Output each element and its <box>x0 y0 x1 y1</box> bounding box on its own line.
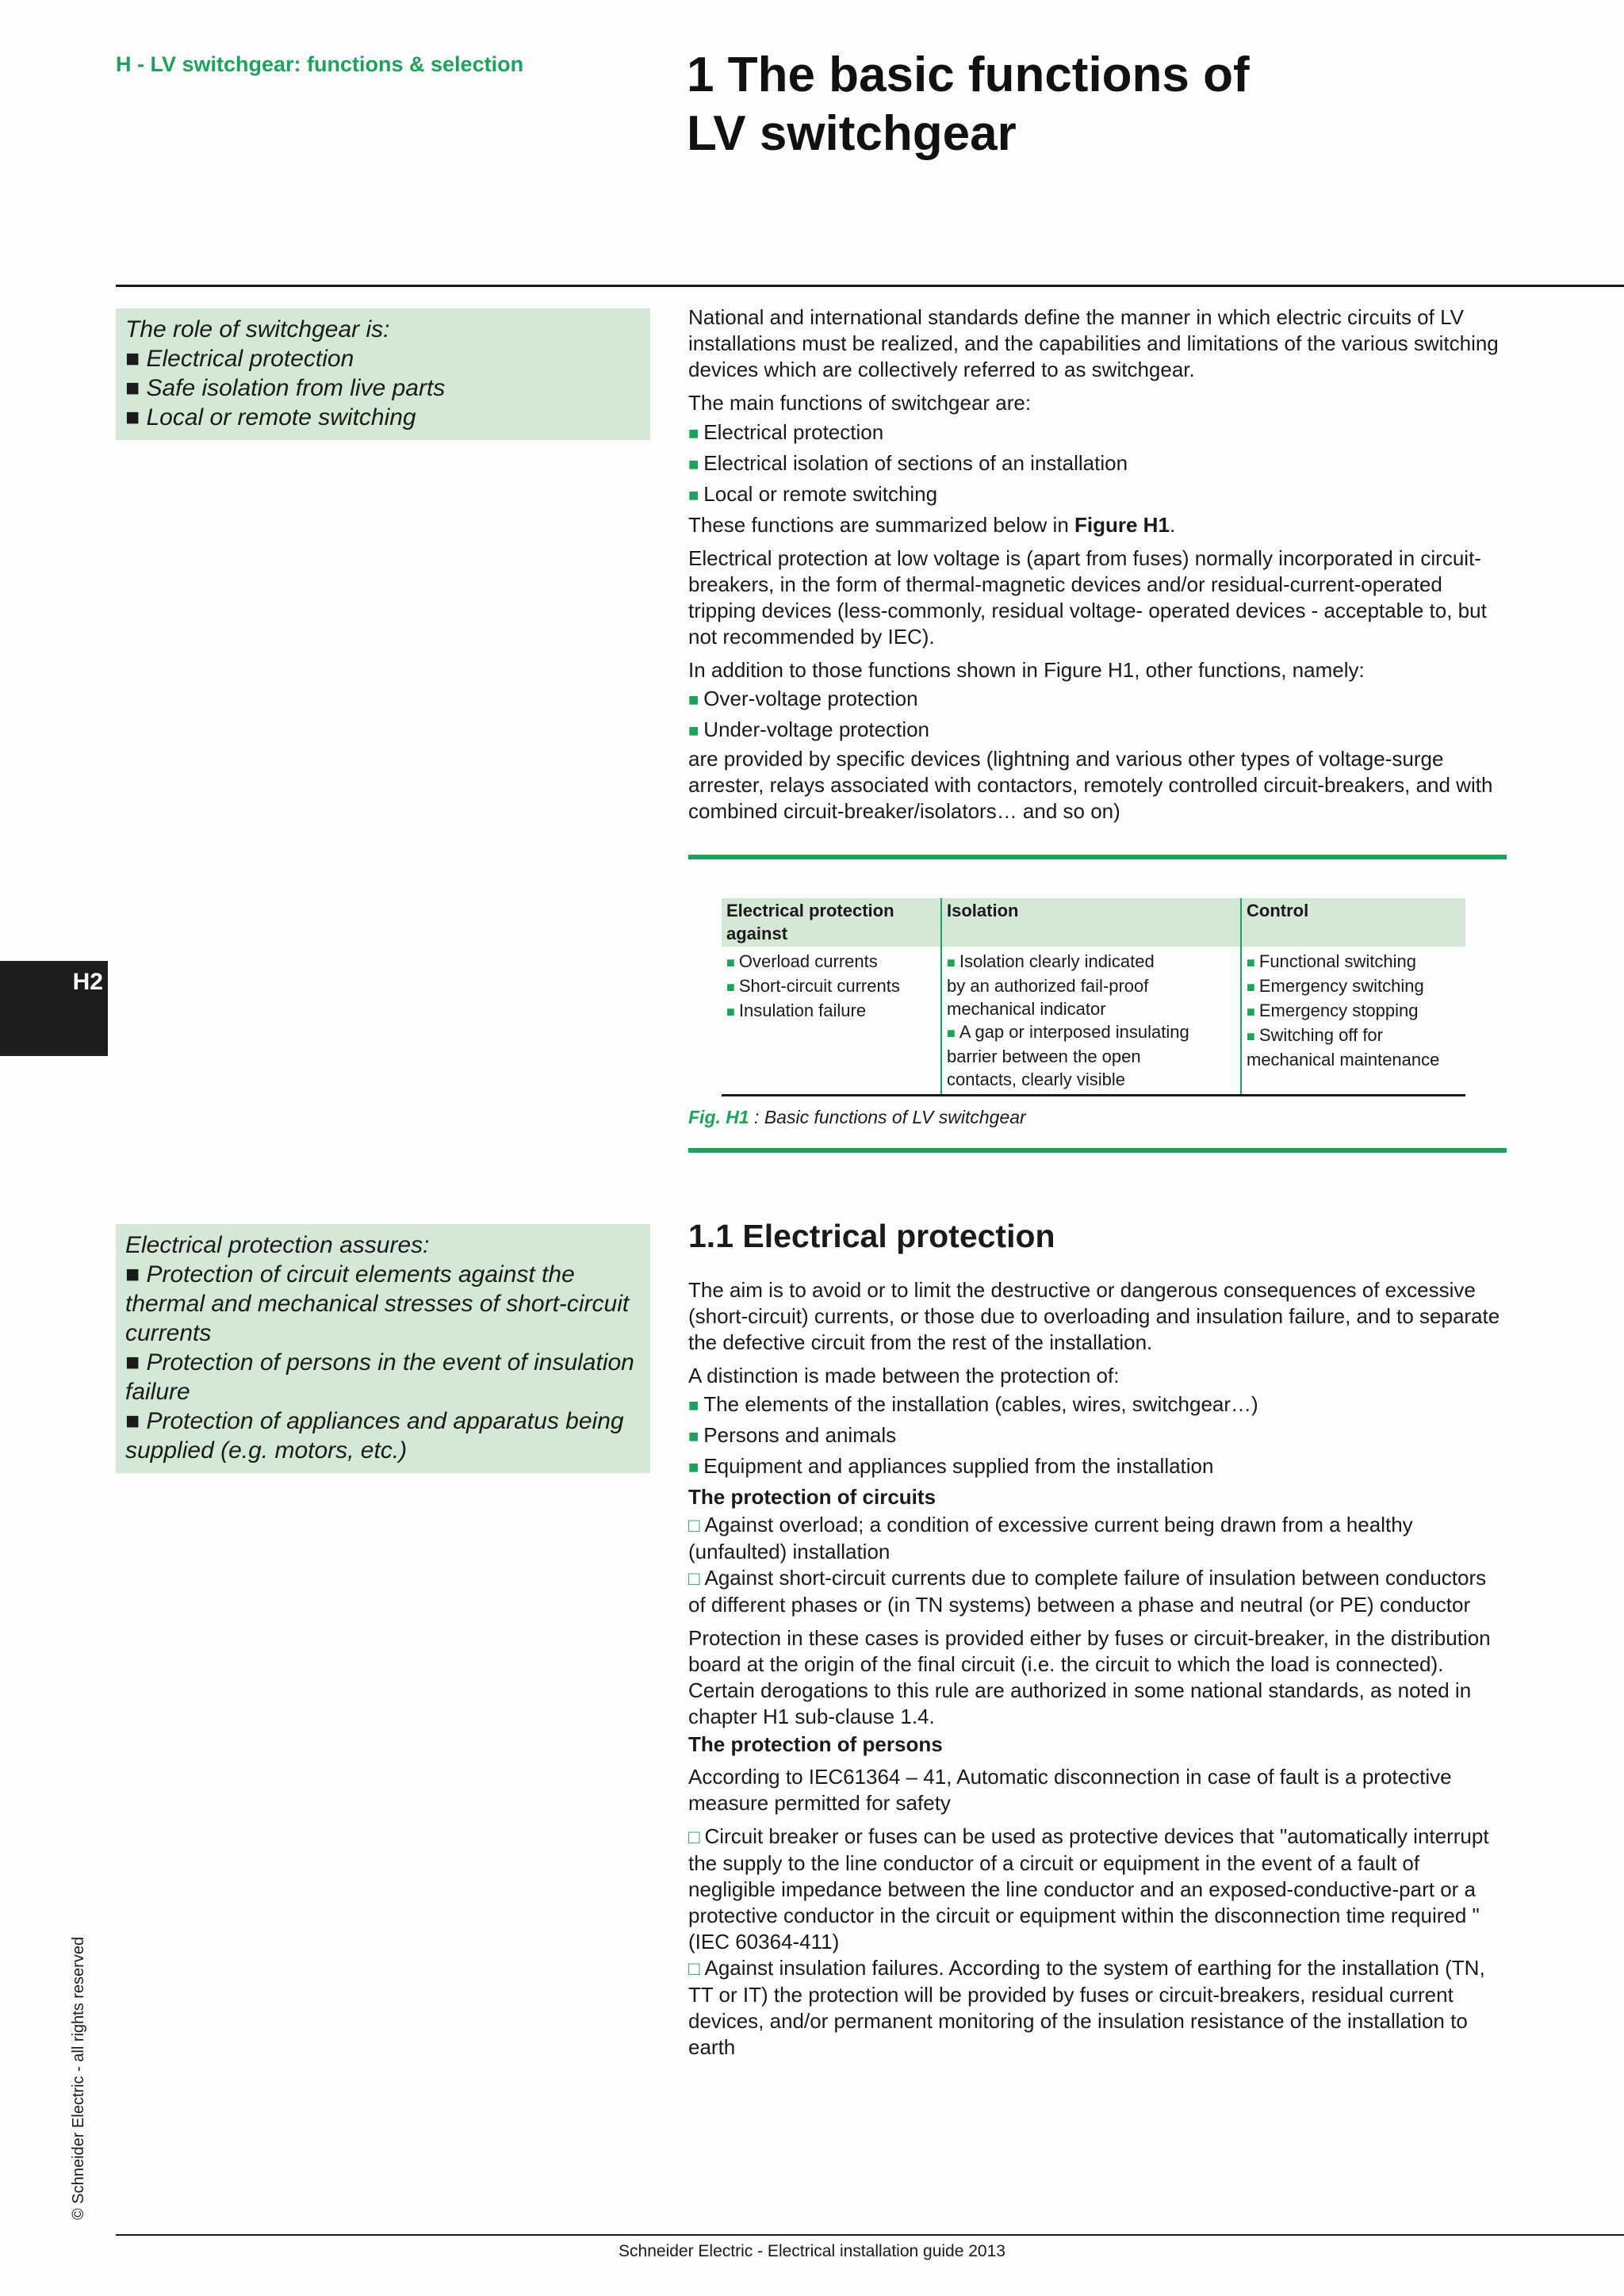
paragraph: The aim is to avoid or to limit the destructive or dangerous consequences of excessive (short-circuit) currents, or those due to overloading and insulation failure, and to separate the defective circuit from the rest of the installation. <box>688 1278 1500 1354</box>
table-header: Control <box>1241 898 1465 947</box>
paragraph: National and international standards define the manner in which electric circuits of LV installations must be realized, and the capabilities and limitations of the various switching devices which are collectively referred to as switchgear. <box>688 305 1499 381</box>
list-item: ■ Equipment and appliances supplied from the installation <box>688 1453 1505 1480</box>
sidebar-summary-box <box>116 308 650 440</box>
table-cell-isolation <box>941 947 1241 1096</box>
list-item: ■ Under-voltage protection <box>688 717 1505 744</box>
list-item: □ Circuit breaker or fuses can be used as protective devices that "automatically interrupt the supply to the line conductor of a circuit or equipment in the event of a fault of negligible impedance between the line conductor and an exposed-conductive-part or a protective conductor in the circuit or equipment within the disconnection time required " (IEC 60364-411) <box>688 1823 1505 1955</box>
cell-line: by an authorized fail-proof <box>947 976 1149 996</box>
paragraph: are provided by specific devices (lightning and various other types of voltage-surge arrester, relays associated with contactors, remotely controlled circuit-breakers, and with combined circuit-breaker/isolators… and so on) <box>688 747 1493 823</box>
table-cell-protection <box>722 947 941 1096</box>
cell-line: ■ A gap or interposed insulating <box>947 1020 1235 1045</box>
figure-caption <box>688 1107 1026 1128</box>
page-tab <box>0 961 108 1056</box>
sidebar-item: ■ Protection of appliances and apparatus being supplied (e.g. motors, etc.) <box>125 1406 641 1465</box>
cell-line: ■ Isolation clearly indicated <box>947 950 1235 974</box>
cell-line: mechanical indicator <box>947 999 1106 1019</box>
sidebar-item: ■ Protection of persons in the event of insulation failure <box>125 1348 641 1406</box>
list-item: ■ Electrical isolation of sections of an installation <box>688 450 1505 477</box>
table-header: Isolation <box>941 898 1241 947</box>
list-item: ■ Local or remote switching <box>688 481 1505 508</box>
cell-line: contacts, clearly visible <box>947 1070 1125 1089</box>
figure-reference: Figure H1 <box>1074 513 1170 537</box>
copyright-notice: © Schneider Electric - all rights reserved <box>70 1936 87 2220</box>
paragraph: The main functions of switchgear are: <box>688 391 1032 415</box>
paragraph: Protection in these cases is provided either by fuses or circuit-breaker, in the distribution board at the origin of the final circuit (i.e. the circuit to which the load is connected). Certain derogations to this rule are authorized in some national standards, as noted in chapter H1 sub-clause 1.4. <box>688 1626 1491 1728</box>
page-title-line-2: LV switchgear <box>687 106 1017 161</box>
section-title: 1.1 Electrical protection <box>688 1218 1055 1254</box>
figure-caption-text: : Basic functions of LV switchgear <box>749 1107 1026 1127</box>
list-item: ■ Electrical protection <box>688 419 1505 446</box>
paragraph: Electrical protection at low voltage is (apart from fuses) normally incorporated in circuit-breakers, in the form of thermal-magnetic devices and/or residual-current-operated tripping devices (less-commonly, residual voltage- operated devices - acceptable to, but not recommended by IEC). <box>688 546 1487 649</box>
sidebar-intro: The role of switchgear is: <box>125 316 390 342</box>
list-item: □ Against short-circuit currents due to complete failure of insulation between conductors of different phases or (in TN systems) between a phase and neutral (or PE) conductor <box>688 1565 1505 1618</box>
subheading: The protection of persons <box>688 1732 943 1756</box>
list-item: □ Against overload; a condition of excessive current being drawn from a healthy (unfaulted) installation <box>688 1512 1505 1565</box>
intro-text <box>688 304 1505 832</box>
table-cell-control <box>1241 947 1465 1096</box>
cell-line: mechanical maintenance <box>1247 1050 1440 1070</box>
figure-top-rule <box>688 855 1507 859</box>
page-title <box>687 46 1250 163</box>
sidebar-item: ■ Protection of circuit elements against the thermal and mechanical stresses of short-circuit currents <box>125 1260 641 1348</box>
cell-line: ■ Insulation failure <box>726 999 936 1024</box>
page-footer: Schneider Electric - Electrical installation guide 2013 <box>619 2242 1005 2260</box>
list-item: ■ The elements of the installation (cables, wires, switchgear…) <box>688 1391 1505 1418</box>
cell-line: ■ Emergency stopping <box>1247 999 1461 1024</box>
cell-line: barrier between the open <box>947 1047 1141 1066</box>
cell-line: ■ Short-circuit currents <box>726 974 936 999</box>
page-number: H2 <box>72 969 103 995</box>
sidebar-item: ■ Safe isolation from live parts <box>125 373 641 403</box>
page-title-line-1: 1 The basic functions of <box>687 48 1250 102</box>
subheading: The protection of circuits <box>688 1485 936 1509</box>
sidebar-item: ■ Local or remote switching <box>125 403 641 432</box>
cell-line: ■ Functional switching <box>1247 950 1461 974</box>
cell-line: ■ Switching off for <box>1247 1024 1461 1048</box>
paragraph: According to IEC61364 – 41, Automatic disconnection in case of fault is a protective measure permitted for safety <box>688 1765 1452 1815</box>
table-header: Electrical protection against <box>722 898 941 947</box>
sidebar-protection-box <box>116 1224 650 1473</box>
cell-line: ■ Emergency switching <box>1247 974 1461 999</box>
functions-table <box>722 898 1465 1096</box>
figure-bottom-rule <box>688 1148 1507 1153</box>
list-item: □ Against insulation failures. According to the system of earthing for the installation (TN, TT or IT) the protection will be provided by fuses or circuit-breakers, residual current devices, and/or permanent monitoring of the insulation resistance of the installation to earth <box>688 1955 1505 2061</box>
list-item: ■ Over-voltage protection <box>688 686 1505 713</box>
cell-line: ■ Overload currents <box>726 950 936 974</box>
top-divider <box>116 285 1624 287</box>
figure-number: Fig. H1 <box>688 1107 749 1127</box>
paragraph: A distinction is made between the protection of: <box>688 1364 1120 1387</box>
table-row <box>722 947 1465 1096</box>
list-item: ■ Persons and animals <box>688 1422 1505 1449</box>
sidebar-intro: Electrical protection assures: <box>125 1232 430 1258</box>
footer-divider <box>116 2234 1624 2236</box>
paragraph: These functions are summarized below in Figure H1. <box>688 513 1176 537</box>
paragraph: In addition to those functions shown in Figure H1, other functions, namely: <box>688 658 1365 682</box>
chapter-label: H - LV switchgear: functions & selection <box>116 52 524 76</box>
sidebar-item: ■ Electrical protection <box>125 344 641 373</box>
section-body <box>688 1277 1505 2061</box>
